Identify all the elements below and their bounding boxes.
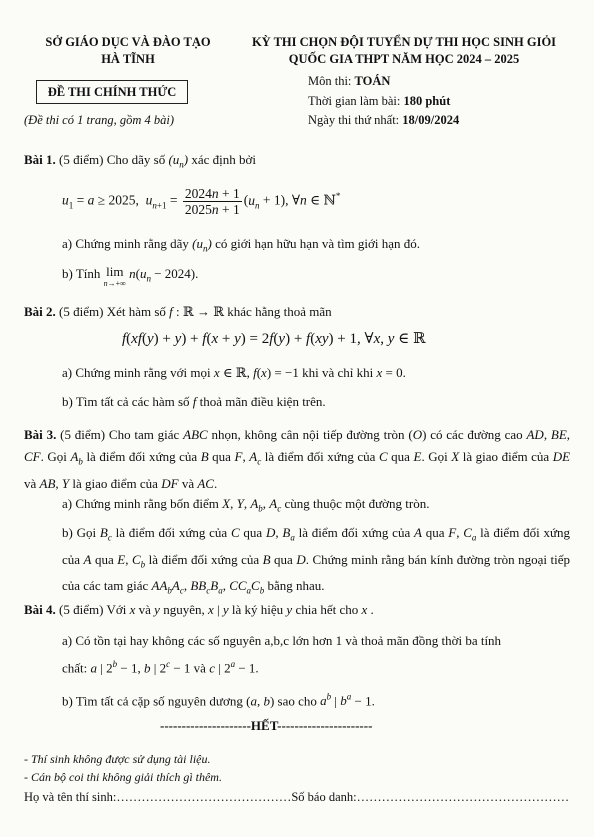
problem-2-part-a: a) Chứng minh rằng với mọi x ∈ ℝ, f(x) = −1 khi và chỉ khi x = 0. [62,365,406,380]
problem-1-recurrence: $u_1 = a \ge 2025$, $u_{n+1}$ = $\frac{2024n + 1}{2025n + 1}$ $(u_n + 1)$, ∀n ∈ ℕ* [62,186,341,217]
problem-3-title: Bài 3. [24,427,57,442]
subject-line [308,74,390,89]
exam-title-line2: QUỐC GIA THPT NĂM HỌC 2024 – 2025 [288,52,520,66]
date-label: Ngày thi thứ nhất: [308,113,403,127]
problem-1-intro: Bài 1. (5 điểm) Cho dãy số $(u_n)$ xác định bởi [24,152,257,170]
problem-4-part-b: b) Tìm tất cả cặp số nguyên dương (a, b) sao cho $a^b$ | $b^a - 1$. [62,692,375,709]
department-name: SỞ GIÁO DỤC VÀ ĐÀO TẠO [45,35,211,49]
problem-1-part-b: b) Tính lim n→+∞ $n(u_n - 2024)$. [62,264,199,288]
department-header [28,34,228,68]
problem-2-part-b: b) Tìm tất cả các hàm số f thoả mãn điều kiện trên. [62,394,326,409]
exam-title-line1: KỲ THI CHỌN ĐỘI TUYỂN DỰ THI HỌC SINH GIỎI [251,35,557,49]
problem-3-part-a: a) Chứng minh rằng bốn điểm X, Y, $A_b$, $A_c$ cùng thuộc một đường tròn. [62,496,430,514]
time-value: 180 phút [403,94,451,108]
end-mark: ---------------------HẾT---------------------- [160,718,373,733]
candidate-info-line: Họ và tên thí sinh:……………………………………Số báo danh:…………………………………………… [24,790,570,804]
problem-3-part-b: b) Gọi $B_c$ là điểm đối xứng của C qua D, $B_a$ là điểm đối xứng của A qua F, $C_a$ là điểm đối xứng của A qua E, $C_b$ là điểm đối xứng của B qua D. Chứng minh rằng bán kính đường tròn ngoại tiếp của các tam giác $AA_bA_c$, $BB_cB_a$, $CC_aC_b$ bằng nhau. [62,525,570,596]
date-value: 18/09/2024 [402,113,460,127]
province-name: HÀ TĨNH [101,52,155,66]
problem-4-intro: Bài 4. (5 điểm) Với x và y nguyên, x | y là ký hiệu y chia hết cho x . [24,602,374,617]
time-line [308,94,450,109]
page-count-note: (Đề thi có 1 trang, gồm 4 bài) [24,113,174,127]
subject-value: TOÁN [354,74,391,88]
problem-1-part-a: a) Chứng minh rằng dãy $(u_n)$ có giới hạn hữu hạn và tìm giới hạn đó. [62,236,421,254]
problem-4-title: Bài 4. [24,602,56,617]
problem-1-title: Bài 1. [24,152,56,167]
subject-label: Môn thi: [308,74,355,88]
footer-note-2: - Cán bộ coi thi không giải thích gì thêm. [24,770,222,784]
problem-2-intro: Bài 2. (5 điểm) Xét hàm số f : ℝ → ℝ khác hằng thoả mãn [24,304,332,319]
date-line [308,113,459,128]
problem-2-equation: f(xf(y) + y) + f(x + y) = 2f(y) + f(xy) + 1, ∀x, y ∈ ℝ [122,331,426,347]
exam-header [234,34,574,68]
problem-3-intro: Bài 3. (5 điểm) Cho tam giác ABC nhọn, không cân nội tiếp đường tròn (O) có các đường cao AD, BE, CF. Gọi $A_b$ là điểm đối xứng của B qua F, $A_c$ là điểm đối xứng của C qua E. Gọi X là giao điểm của DE và AB, Y là giao điểm của DF và AC. [24,427,571,491]
footer-note-1: - Thí sinh không được sử dụng tài liệu. [24,752,211,766]
problem-4-part-a-line2: chất: a | $2^b - 1$, b | $2^c - 1$ và c | $2^a - 1$. [62,659,259,676]
problem-2-title: Bài 2. [24,304,56,319]
problem-4-part-a-line1: a) Có tồn tại hay không các số nguyên a,b,c lớn hơn 1 và thoả mãn đồng thời ba tính [62,633,502,648]
official-exam-box: ĐỀ THI CHÍNH THỨC [36,80,188,104]
time-label: Thời gian làm bài: [308,94,404,108]
